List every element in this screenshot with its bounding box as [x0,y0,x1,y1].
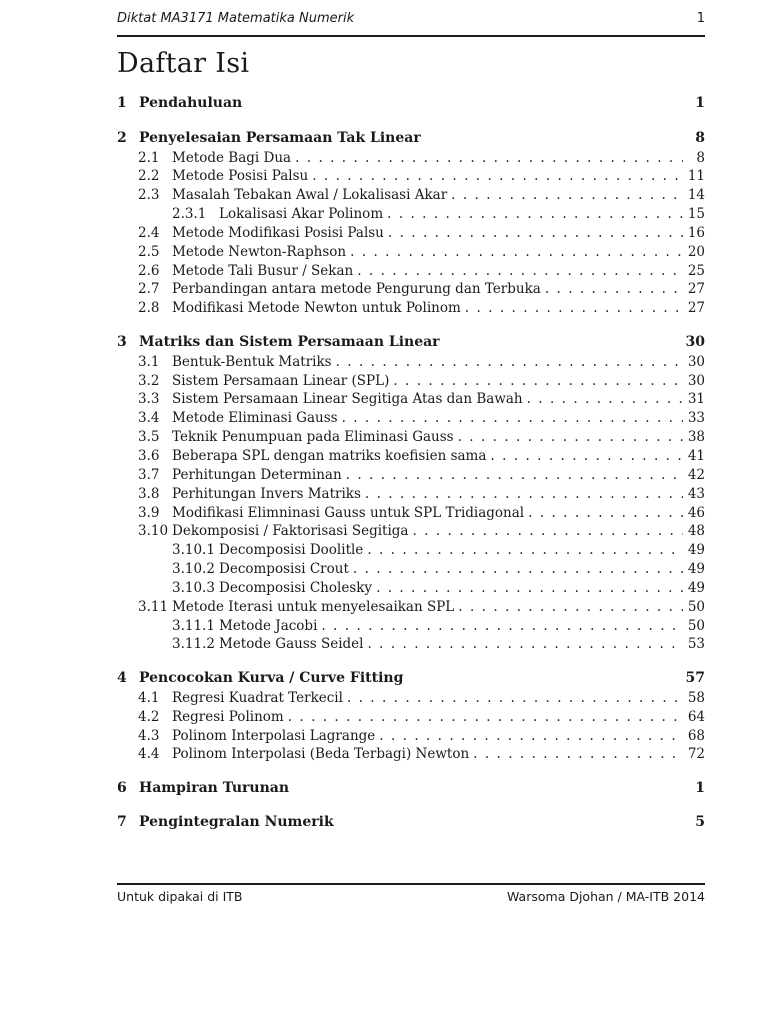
toc-entry-number: 3.11.2 [172,636,215,653]
toc-entry-title: Polinom Interpolasi Lagrange [172,727,376,744]
toc-entry-title: Perhitungan Determinan [172,466,342,483]
toc-entry-number: 2.3.1 [172,206,207,222]
toc-entry-page: 30 [687,353,705,370]
toc-subsection-entry[interactable] [117,618,705,637]
toc-dot-leader [357,263,683,279]
toc-dot-leader [379,728,683,744]
toc-entry-title: Metode Eliminasi Gauss [172,410,338,427]
toc-entry-number: 2.6 [138,262,160,279]
toc-entry-page: 50 [687,598,705,615]
toc-dot-leader [376,580,683,596]
toc-entry-page: 41 [687,447,705,464]
toc-entry-page: 27 [687,300,705,317]
toc-entry-title: Sistem Persamaan Linear (SPL) [172,372,390,389]
toc-entry-number: 4.2 [138,708,160,725]
toc-entry-page: 25 [687,262,705,279]
toc-entry-number: 3.10.1 [172,542,215,559]
toc-section-entry[interactable] [117,728,705,747]
toc-entry-page: 57 [685,669,705,686]
toc-entry-number: 3.7 [138,466,160,483]
toc-entry-number: 3.6 [138,447,160,464]
toc-dot-leader [490,448,683,464]
toc-entry-number: 2.7 [138,281,160,298]
toc-entry-page: 33 [687,410,705,427]
toc-entry-page: 50 [687,617,705,634]
toc-entry-number: 2.3 [138,187,160,204]
toc-entry-title: Perhitungan Invers Matriks [172,485,361,502]
toc-entry-title: Lokalisasi Akar Polinom [219,206,384,222]
toc-entry-page: 8 [696,149,705,166]
toc-entry-page: 46 [687,504,705,521]
toc-subsection-entry[interactable] [117,542,705,561]
toc-entry-page: 27 [687,281,705,298]
toc-chapter-entry[interactable] [117,130,705,149]
toc-entry-page: 31 [687,391,705,408]
toc-entry-title: Metode Bagi Dua [172,149,292,166]
toc-entry-number: 3.10.3 [172,579,215,596]
toc-dot-leader [458,599,683,615]
toc-entry-title: Regresi Kuadrat Terkecil [172,689,343,706]
toc-chapter-entry[interactable] [117,95,705,114]
toc-chapter-entry[interactable] [117,780,705,799]
toc-entry-number: 3.5 [138,429,160,446]
toc-dot-leader [473,746,683,762]
toc-entry-title: Matriks dan Sistem Persamaan Linear [139,333,440,350]
page-title: Daftar Isi [117,48,250,79]
toc-dot-leader [365,486,683,502]
toc-dot-leader [288,709,683,725]
toc-entry-title: Metode Tali Busur / Sekan [172,262,354,279]
toc-dot-leader [388,225,683,241]
toc-entry-number: 2.5 [138,243,160,260]
toc-section-entry[interactable] [117,354,705,373]
toc-entry-page: 30 [685,333,705,350]
toc-entry-title: Polinom Interpolasi (Beda Terbagi) Newton [172,746,470,763]
toc-entry-page: 48 [687,523,705,540]
toc-entry-page: 38 [687,429,705,446]
toc-section-entry[interactable] [117,429,705,448]
toc-dot-leader [321,618,683,634]
toc-dot-leader [367,542,683,558]
toc-dot-leader [367,636,683,652]
toc-entry-page: 8 [695,129,705,146]
toc-entry-title: Metode Modifikasi Posisi Palsu [172,224,384,241]
toc-entry-page: 5 [695,814,705,831]
toc-entry-number: 6 [117,779,127,796]
toc-entry-title: Sistem Persamaan Linear Segitiga Atas dan Bawah [172,391,523,408]
toc-entry-number: 4 [117,669,127,686]
toc-chapter-entry[interactable] [117,334,705,353]
toc-dot-leader [387,206,683,222]
toc-entry-title: Teknik Penumpuan pada Eliminasi Gauss [172,429,454,446]
toc-entry-title: Metode Posisi Palsu [172,168,309,185]
toc-entry-number: 3.11.1 [172,617,215,634]
toc-entry-page: 14 [687,187,705,204]
toc-dot-leader [451,187,683,203]
toc-entry-number: 3.2 [138,372,160,389]
toc-entry-title: Decomposisi Crout [219,561,349,577]
toc-entry-title: Decomposisi Doolitle [219,542,364,559]
toc-entry-page: 72 [687,746,705,763]
toc-entry-page: 58 [687,689,705,706]
toc-entry-number: 2.4 [138,224,160,241]
toc-entry-title: Pencocokan Kurva / Curve Fitting [139,669,404,686]
toc-section-entry[interactable] [117,225,705,244]
toc-dot-leader [545,281,683,297]
toc-entry-page: 43 [687,485,705,502]
toc-entry-number: 4.3 [138,727,160,744]
toc-dot-leader [353,561,683,577]
toc-entry-page: 64 [687,708,705,725]
toc-section-entry[interactable] [117,300,705,319]
toc-section-entry[interactable] [117,709,705,728]
toc-entry-number: 2.2 [138,168,160,185]
toc-section-entry[interactable] [117,448,705,467]
toc-entry-page: 15 [687,206,705,222]
toc-entry-number: 3.3 [138,391,160,408]
toc-entry-title: Modifikasi Elimninasi Gauss untuk SPL Tridiagonal [172,504,525,521]
toc-section-entry[interactable] [117,467,705,486]
toc-entry-title: Regresi Polinom [172,708,284,725]
table-of-contents [117,0,705,1024]
toc-dot-leader [342,410,683,426]
toc-entry-title: Pendahuluan [139,95,243,111]
toc-dot-leader [295,150,683,166]
toc-subsection-entry[interactable] [117,561,705,580]
toc-dot-leader [393,373,683,389]
toc-dot-leader [350,244,683,260]
toc-entry-page: 49 [687,561,705,577]
toc-section-entry[interactable] [117,486,705,505]
toc-entry-title: Metode Newton-Raphson [172,243,347,260]
toc-dot-leader [346,467,683,483]
toc-entry-page: 49 [687,542,705,559]
toc-section-entry[interactable] [117,523,705,542]
toc-entry-title: Metode Iterasi untuk menyelesaikan SPL [172,598,455,615]
toc-entry-number: 4.4 [138,746,160,763]
toc-section-entry[interactable] [117,410,705,429]
toc-entry-page: 30 [687,372,705,389]
toc-entry-number: 4.1 [138,689,160,706]
toc-section-entry[interactable] [117,187,705,206]
toc-dot-leader [527,391,683,407]
toc-entry-title: Penyelesaian Persamaan Tak Linear [139,129,421,146]
toc-entry-title: Beberapa SPL dengan matriks koefisien sama [172,447,487,464]
toc-dot-leader [458,429,683,445]
toc-entry-number: 2 [117,129,127,146]
toc-entry-number: 3.10.2 [172,561,215,577]
toc-section-entry[interactable] [117,373,705,392]
toc-entry-number: 3.9 [138,504,160,521]
toc-chapter-entry[interactable] [117,814,705,833]
toc-entry-page: 11 [687,168,705,185]
toc-section-entry[interactable] [117,281,705,300]
toc-dot-leader [336,354,683,370]
toc-entry-title: Masalah Tebakan Awal / Lokalisasi Akar [172,187,448,204]
toc-entry-number: 3.4 [138,410,160,427]
toc-entry-page: 68 [687,727,705,744]
toc-section-entry[interactable] [117,599,705,618]
running-footer [117,888,705,908]
toc-section-entry[interactable] [117,168,705,187]
toc-entry-title: Bentuk-Bentuk Matriks [172,353,332,370]
toc-section-entry[interactable] [117,391,705,410]
toc-section-entry[interactable] [117,244,705,263]
toc-entry-page: 42 [687,466,705,483]
toc-entry-page: 16 [687,224,705,241]
toc-subsection-entry[interactable] [117,580,705,599]
toc-entry-title: Decomposisi Cholesky [219,579,373,596]
toc-subsection-entry[interactable] [117,206,705,225]
toc-dot-leader [465,300,683,316]
toc-entry-number: 3.8 [138,485,160,502]
toc-entry-page: 49 [687,579,705,596]
toc-entry-number: 3.11 [138,598,169,615]
toc-entry-number: 2.8 [138,300,160,317]
toc-section-entry[interactable] [117,150,705,169]
toc-entry-number: 3.10 [138,523,169,540]
toc-entry-number: 3.1 [138,353,160,370]
toc-section-entry[interactable] [117,505,705,524]
toc-entry-title: Modifikasi Metode Newton untuk Polinom [172,300,461,317]
toc-entry-title: Perbandingan antara metode Pengurung dan Terbuka [172,281,541,298]
toc-entry-number: 7 [117,814,127,831]
footer-left-text: Untuk dipakai di ITB [117,889,243,904]
toc-dot-leader [528,505,683,521]
toc-entry-page: 1 [695,779,705,796]
toc-entry-title: Metode Jacobi [219,617,318,634]
toc-dot-leader [412,523,683,539]
footer-right-text: Warsoma Djohan / MA-ITB 2014 [507,889,705,904]
toc-entry-title: Hampiran Turunan [139,779,290,796]
toc-section-entry[interactable] [117,690,705,709]
toc-entry-title: Metode Gauss Seidel [219,636,364,653]
toc-section-entry[interactable] [117,263,705,282]
toc-chapter-entry[interactable] [117,670,705,689]
toc-dot-leader [347,690,683,706]
toc-subsection-entry[interactable] [117,636,705,655]
page-number: 1 [696,11,705,26]
toc-dot-leader [312,168,683,184]
toc-entry-page: 1 [695,95,705,111]
toc-entry-page: 20 [687,243,705,260]
toc-section-entry[interactable] [117,746,705,765]
document-title: Diktat MA3171 Matematika Numerik [117,11,355,26]
toc-entry-page: 53 [687,636,705,653]
toc-entry-number: 1 [117,95,127,111]
toc-entry-number: 2.1 [138,149,160,166]
footer-rule [117,883,705,885]
toc-entry-number: 3 [117,333,127,350]
toc-entry-title: Dekomposisi / Faktorisasi Segitiga [172,523,409,540]
toc-entry-title: Pengintegralan Numerik [139,814,334,831]
